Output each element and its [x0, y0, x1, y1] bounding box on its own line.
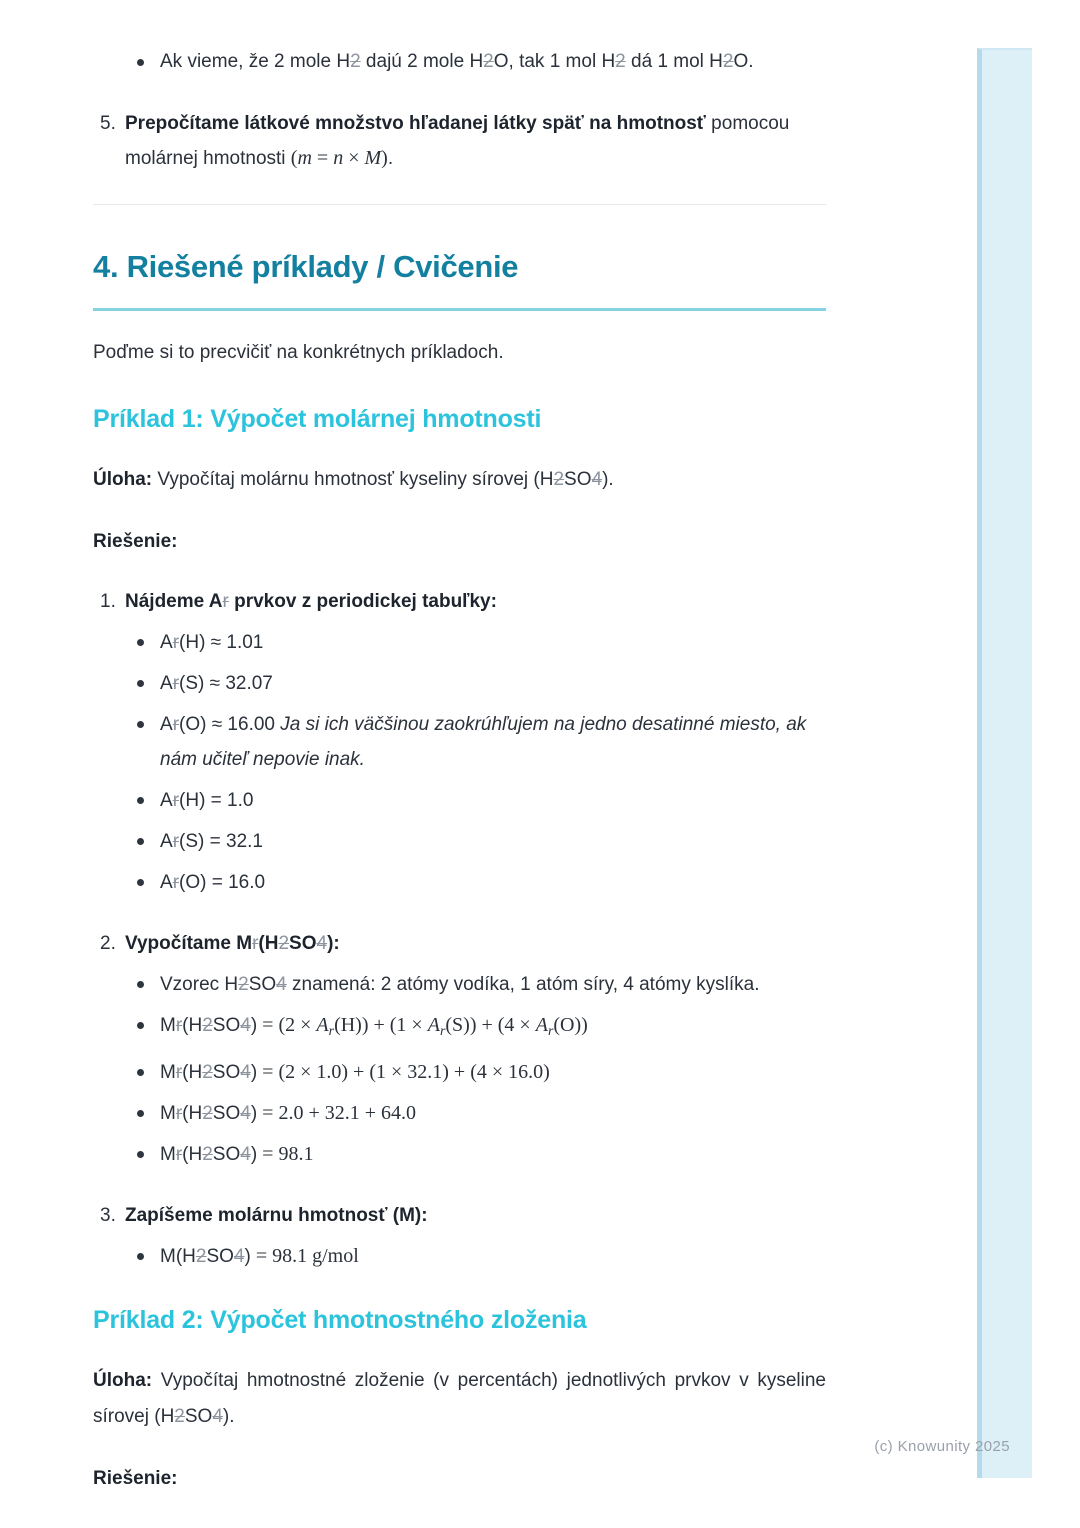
list-item — [125, 625, 826, 660]
step-title: Vypočítame Mr(H2SO4): — [125, 933, 340, 954]
bullet-icon — [137, 824, 160, 845]
list-item-text: Ak vieme, že 2 mole H2 dajú 2 mole H2O, tak 1 mol H2 dá 1 mol H2O. — [160, 51, 754, 72]
section-heading: 4. Riešené príklady / Cvičenie — [93, 249, 519, 284]
example2-heading: Príklad 2: Výpočet hmotnostného zloženia — [93, 1306, 587, 1334]
item-number: 5. — [100, 113, 116, 134]
list-item — [125, 1239, 826, 1274]
bullet-icon — [137, 783, 160, 804]
bullet-icon — [137, 48, 160, 66]
list-item — [125, 824, 826, 859]
item-number: 2. — [100, 933, 116, 954]
example2-task: Úloha: Vypočítaj hmotnostné zloženie (v percentách) jednotlivých prvkov v kyseline sírovej (H2SO4). — [93, 1370, 826, 1427]
list-item — [125, 967, 826, 1002]
bullet-icon — [137, 865, 160, 886]
numbered-item-2 — [93, 926, 826, 1172]
document-content — [93, 48, 826, 1493]
list-item — [125, 865, 826, 900]
list-item — [125, 783, 826, 818]
list-item-text: Ar(H) = 1.0 — [160, 790, 254, 811]
list-item-text: Ar(S) = 32.1 — [160, 831, 263, 852]
bullet-icon — [137, 666, 160, 687]
section-divider — [93, 204, 826, 205]
bullet-icon — [137, 1096, 160, 1117]
list-item — [125, 1137, 826, 1172]
list-item-text: Mr(H2SO4) = (2 × 1.0) + (1 × 32.1) + (4 × 16.0) — [160, 1061, 550, 1083]
list-item-text: Vzorec H2SO4 znamená: 2 atómy vodíka, 1 atóm síry, 4 atómy kyslíka. — [160, 974, 760, 995]
copyright-watermark: (c) Knowunity 2025 — [874, 1438, 1010, 1455]
bullet-icon — [137, 625, 160, 646]
bullet-icon — [137, 707, 160, 728]
heading-underline — [93, 308, 826, 311]
bullet-icon — [137, 967, 160, 988]
list-item — [125, 1096, 826, 1131]
list-item-text: Ar(H) ≈ 1.01 — [160, 632, 264, 653]
list-item-text: Ar(O) ≈ 16.00 Ja si ich väčšinou zaokrúhľujem na jedno desatinné miesto, ak nám učiteľ nepovie inak. — [160, 714, 807, 770]
list-item-text: Mr(H2SO4) = 2.0 + 32.1 + 64.0 — [160, 1102, 416, 1124]
lead-paragraph: Poďme si to precvičiť na konkrétnych príkladoch. — [93, 342, 504, 363]
list-item — [125, 666, 826, 701]
step-title: Zapíšeme molárnu hmotnosť (M): — [125, 1205, 428, 1226]
step-title: Nájdeme Ar prvkov z periodickej tabuľky: — [125, 591, 497, 612]
example1-task: Úloha: Vypočítaj molárnu hmotnosť kyseliny sírovej (H2SO4). — [93, 469, 614, 490]
list-item — [93, 48, 826, 76]
example2-solution-label: Riešenie: — [93, 1468, 178, 1489]
list-item-text: Ar(S) ≈ 32.07 — [160, 673, 273, 694]
example1-heading: Príklad 1: Výpočet molárnej hmotnosti — [93, 405, 542, 433]
numbered-item-5 — [93, 106, 826, 176]
list-item-text: Mr(H2SO4) = 98.1 — [160, 1143, 314, 1165]
item-number: 3. — [100, 1205, 116, 1226]
list-item-text: $Mr(H2SO4) = (2 \times A_r(H)) + (1 \times A_r(S)) + (4 \times A_r(O))$ — [160, 1014, 588, 1039]
list-item — [125, 1055, 826, 1090]
bullet-icon — [137, 1239, 160, 1260]
numbered-item-1 — [93, 584, 826, 900]
example1-solution-label: Riešenie: — [93, 531, 178, 552]
list-item-text: M(H2SO4) = 98.1 g/mol — [160, 1245, 359, 1267]
item-body: Prepočítame látkové množstvo hľadanej látky späť na hmotnosť pomocou molárnej hmotnosti (m = n × M). — [125, 113, 790, 169]
bullet-icon — [137, 1008, 160, 1029]
bullet-icon — [137, 1055, 160, 1076]
item-number: 1. — [100, 591, 116, 612]
list-item — [125, 1008, 826, 1049]
numbered-item-3 — [93, 1198, 826, 1274]
list-item-text: Ar(O) = 16.0 — [160, 872, 266, 893]
right-margin-highlight — [977, 48, 1032, 1478]
list-item — [125, 707, 826, 777]
bullet-icon — [137, 1137, 160, 1158]
